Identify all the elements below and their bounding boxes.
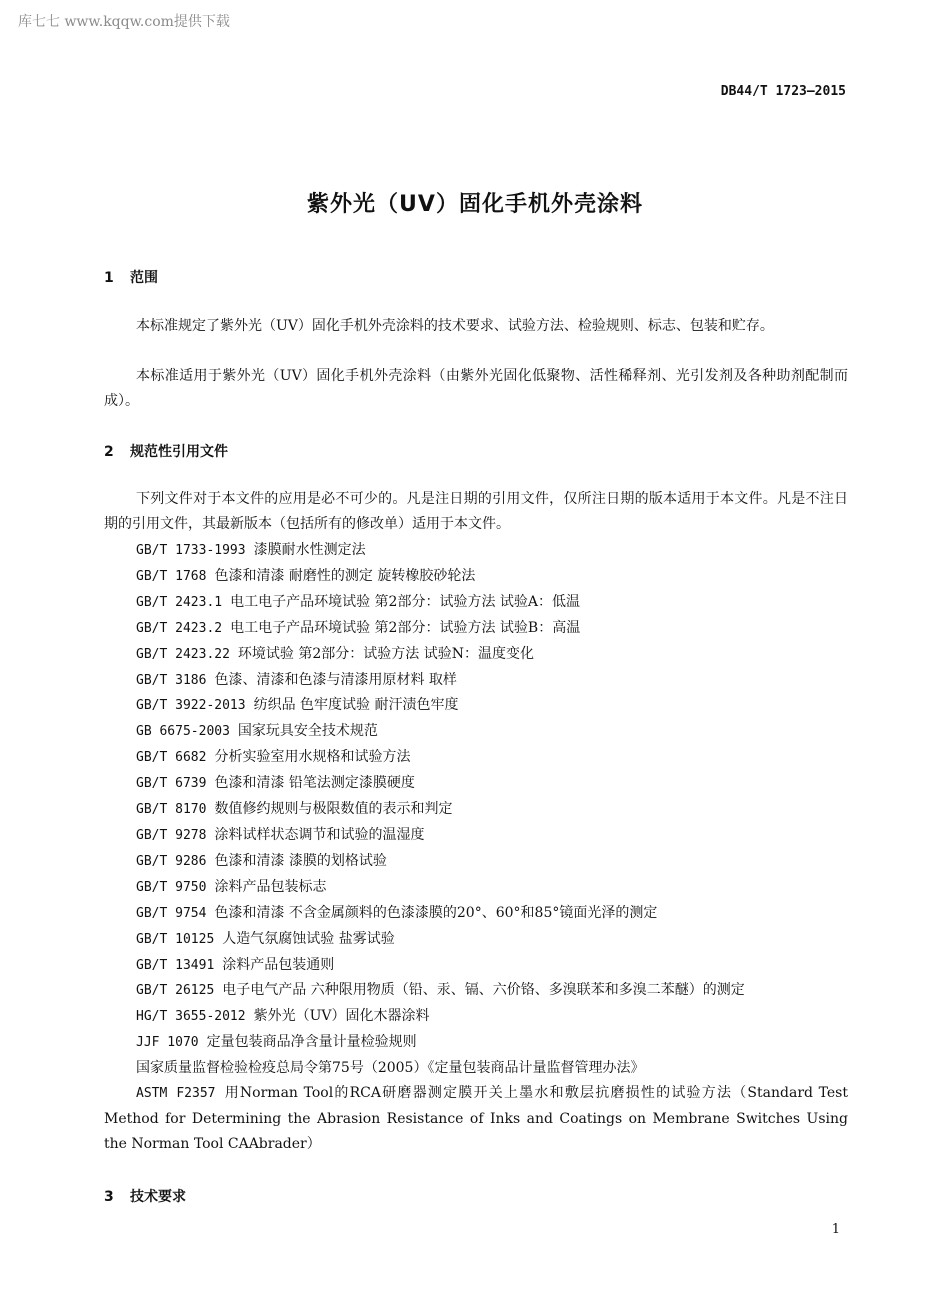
reference-title: 色漆和清漆 漆膜的划格试验 — [214, 852, 387, 869]
reference-item — [104, 771, 848, 797]
reference-code: GB/T 6682 — [136, 750, 207, 766]
reference-title: 电子电气产品 六种限用物质（铅、汞、镉、六价铬、多溴联苯和多溴二苯醚）的测定 — [222, 982, 745, 999]
reference-item — [104, 953, 848, 979]
reference-code: GB/T 2423.22 — [136, 646, 230, 662]
reference-item — [104, 719, 848, 745]
reference-code: GB/T 13491 — [136, 957, 215, 973]
section-heading-normative-references — [104, 441, 228, 461]
reference-title: 纺织品 色牢度试验 耐汗渍色牢度 — [253, 697, 459, 714]
document-number: DB44/T 1723—2015 — [720, 84, 846, 99]
reference-title: 涂料产品包装通则 — [222, 956, 335, 973]
reference-code: GB/T 9278 — [136, 827, 207, 843]
normative-intro-paragraph: 下列文件对于本文件的应用是必不可少的。凡是注日期的引用文件，仅所注日期的版本适用于本文件。凡是不注日期的引用文件，其最新版本（包括所有的修改单）适用于本文件。 — [104, 491, 848, 532]
reference-item — [104, 1081, 848, 1157]
section-title: 规范性引用文件 — [130, 444, 228, 460]
reference-item — [104, 797, 848, 823]
reference-code: GB 6675-2003 — [136, 724, 230, 740]
section-number: 3 — [104, 1189, 114, 1205]
reference-item — [104, 564, 848, 590]
reference-title: 环境试验 第2部分：试验方法 试验N：温度变化 — [237, 645, 534, 662]
reference-code: GB/T 6739 — [136, 776, 207, 792]
reference-title: 分析实验室用水规格和试验方法 — [214, 749, 411, 766]
reference-code: GB/T 3186 — [136, 672, 207, 688]
reference-code: GB/T 9750 — [136, 879, 207, 895]
reference-title: 紫外光（UV）固化木器涂料 — [253, 1008, 430, 1025]
reference-item — [104, 668, 848, 694]
reference-code: GB/T 9754 — [136, 905, 207, 921]
reference-item — [104, 823, 848, 849]
reference-item — [104, 849, 848, 875]
section-heading-scope — [104, 267, 158, 287]
section-heading-technical-requirements — [104, 1186, 186, 1206]
reference-title: 涂料产品包装标志 — [214, 878, 327, 895]
reference-code: GB/T 2423.2 — [136, 620, 223, 636]
reference-item — [104, 927, 848, 953]
reference-code: HG/T 3655-2012 — [136, 1009, 246, 1025]
reference-code: GB/T 1733-1993 — [136, 543, 246, 558]
reference-code: GB/T 8170 — [136, 802, 207, 818]
scope-paragraph-2: 本标准适用于紫外光（UV）固化手机外壳涂料（由紫外光固化低聚物、活性稀释剂、光引发剂及各种助剂配制而成）。 — [104, 368, 848, 409]
section-title: 技术要求 — [130, 1189, 186, 1205]
page-title: 紫外光（UV）固化手机外壳涂料 — [307, 192, 643, 217]
reference-item — [104, 616, 848, 642]
reference-title: 漆膜耐水性测定法 — [253, 542, 366, 558]
reference-title: 电工电子产品环境试验 第2部分：试验方法 试验A：低温 — [230, 593, 581, 610]
reference-code: GB/T 9286 — [136, 853, 207, 869]
reference-title: 色漆和清漆 铅笔法测定漆膜硬度 — [214, 775, 415, 792]
reference-title: 国家玩具安全技术规范 — [237, 723, 378, 740]
reference-title: 色漆、清漆和色漆与清漆用原材料 取样 — [214, 671, 457, 688]
reference-title: 电工电子产品环境试验 第2部分：试验方法 试验B：高温 — [230, 619, 581, 636]
reference-code: GB/T 1768 — [136, 568, 207, 584]
reference-item — [104, 1056, 848, 1081]
watermark: 库七七 www.kqqw.com提供下载 — [18, 14, 230, 30]
reference-item — [104, 1004, 848, 1030]
reference-code: GB/T 10125 — [136, 931, 215, 947]
page-number: 1 — [831, 1222, 840, 1237]
reference-title: 人造气氛腐蚀试验 盐雾试验 — [222, 930, 395, 947]
reference-item — [104, 875, 848, 901]
reference-title: 国家质量监督检验检疫总局令第75号（2005）《定量包装商品计量监督管理办法》 — [136, 1060, 645, 1077]
reference-code: JJF 1070 — [136, 1035, 199, 1051]
scope-paragraph-1: 本标准规定了紫外光（UV）固化手机外壳涂料的技术要求、试验方法、检验规则、标志、包装和贮存。 — [136, 318, 774, 334]
reference-item — [104, 901, 848, 927]
reference-code: GB/T 26125 — [136, 983, 215, 999]
reference-title: 色漆和清漆 不含金属颜料的色漆漆膜的20°、60°和85°镜面光泽的测定 — [214, 904, 658, 921]
section-number: 2 — [104, 444, 114, 460]
reference-title: 色漆和清漆 耐磨性的测定 旋转橡胶砂轮法 — [214, 567, 476, 584]
reference-item — [104, 978, 848, 1004]
reference-list — [104, 538, 848, 1157]
reference-title: 用Norman Tool的RCA研磨器测定膜开关上墨水和敷层抗磨损性的试验方法（Standard Test Method for Determining the Abrasion Resistance of Inks and Coatings on Membrane Switches Using the Norman Tool CAAbrader） — [104, 1085, 848, 1152]
reference-title: 定量包装商品净含量计量检验规则 — [206, 1034, 417, 1051]
reference-item — [104, 693, 848, 719]
reference-item — [104, 1030, 848, 1056]
reference-item — [104, 745, 848, 771]
reference-title: 涂料试样状态调节和试验的温湿度 — [214, 826, 425, 843]
reference-code: GB/T 3922-2013 — [136, 698, 246, 714]
section-number: 1 — [104, 270, 114, 286]
reference-item — [104, 538, 848, 564]
reference-title: 数值修约规则与极限数值的表示和判定 — [214, 801, 453, 818]
reference-item — [104, 590, 848, 616]
reference-code: ASTM F2357 — [136, 1086, 216, 1102]
reference-code: GB/T 2423.1 — [136, 594, 223, 610]
section-title: 范围 — [130, 270, 158, 286]
reference-item — [104, 642, 848, 668]
